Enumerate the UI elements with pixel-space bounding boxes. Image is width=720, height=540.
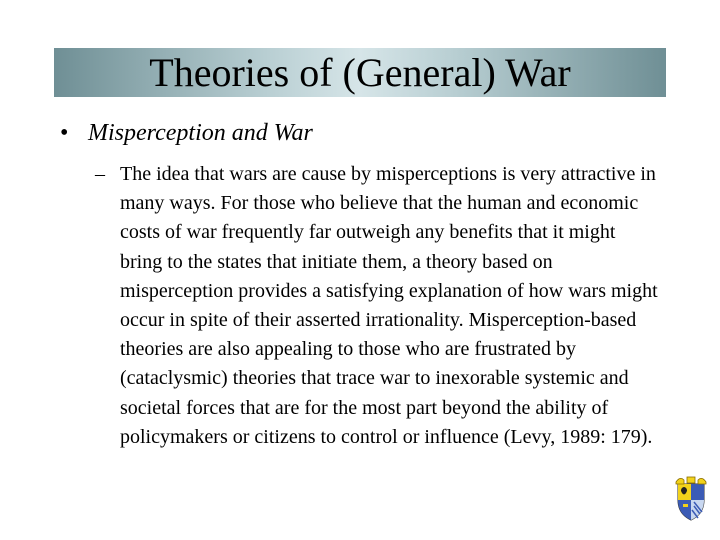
bullet-text: Misperception and War: [88, 120, 313, 146]
slide-title: Theories of (General) War: [149, 49, 571, 95]
bullet-marker: •: [60, 120, 69, 146]
sub-bullet-marker: –: [95, 163, 105, 185]
sub-bullet-text: The idea that wars are cause by misperceptions is very attractive in many ways. For those who believe that the human and economic costs of war frequently far outweigh any benefits that it might bring to the states that initiate them, a theory based on misperception provides a satisfying explanation of how wars might occur in spite of their asserted irrationality. Misperception-based theories are also appealing to those who are frustrated by (cataclysmic) theories that trace war to inexorable systemic and societal forces that are for the most part beyond the ability of policymakers or citizens to control or influence (Levy, 1989: 179).: [120, 163, 658, 448]
bullet-item: [60, 120, 313, 148]
coat-of-arms-icon: [672, 474, 710, 522]
title-bar: [54, 48, 666, 97]
